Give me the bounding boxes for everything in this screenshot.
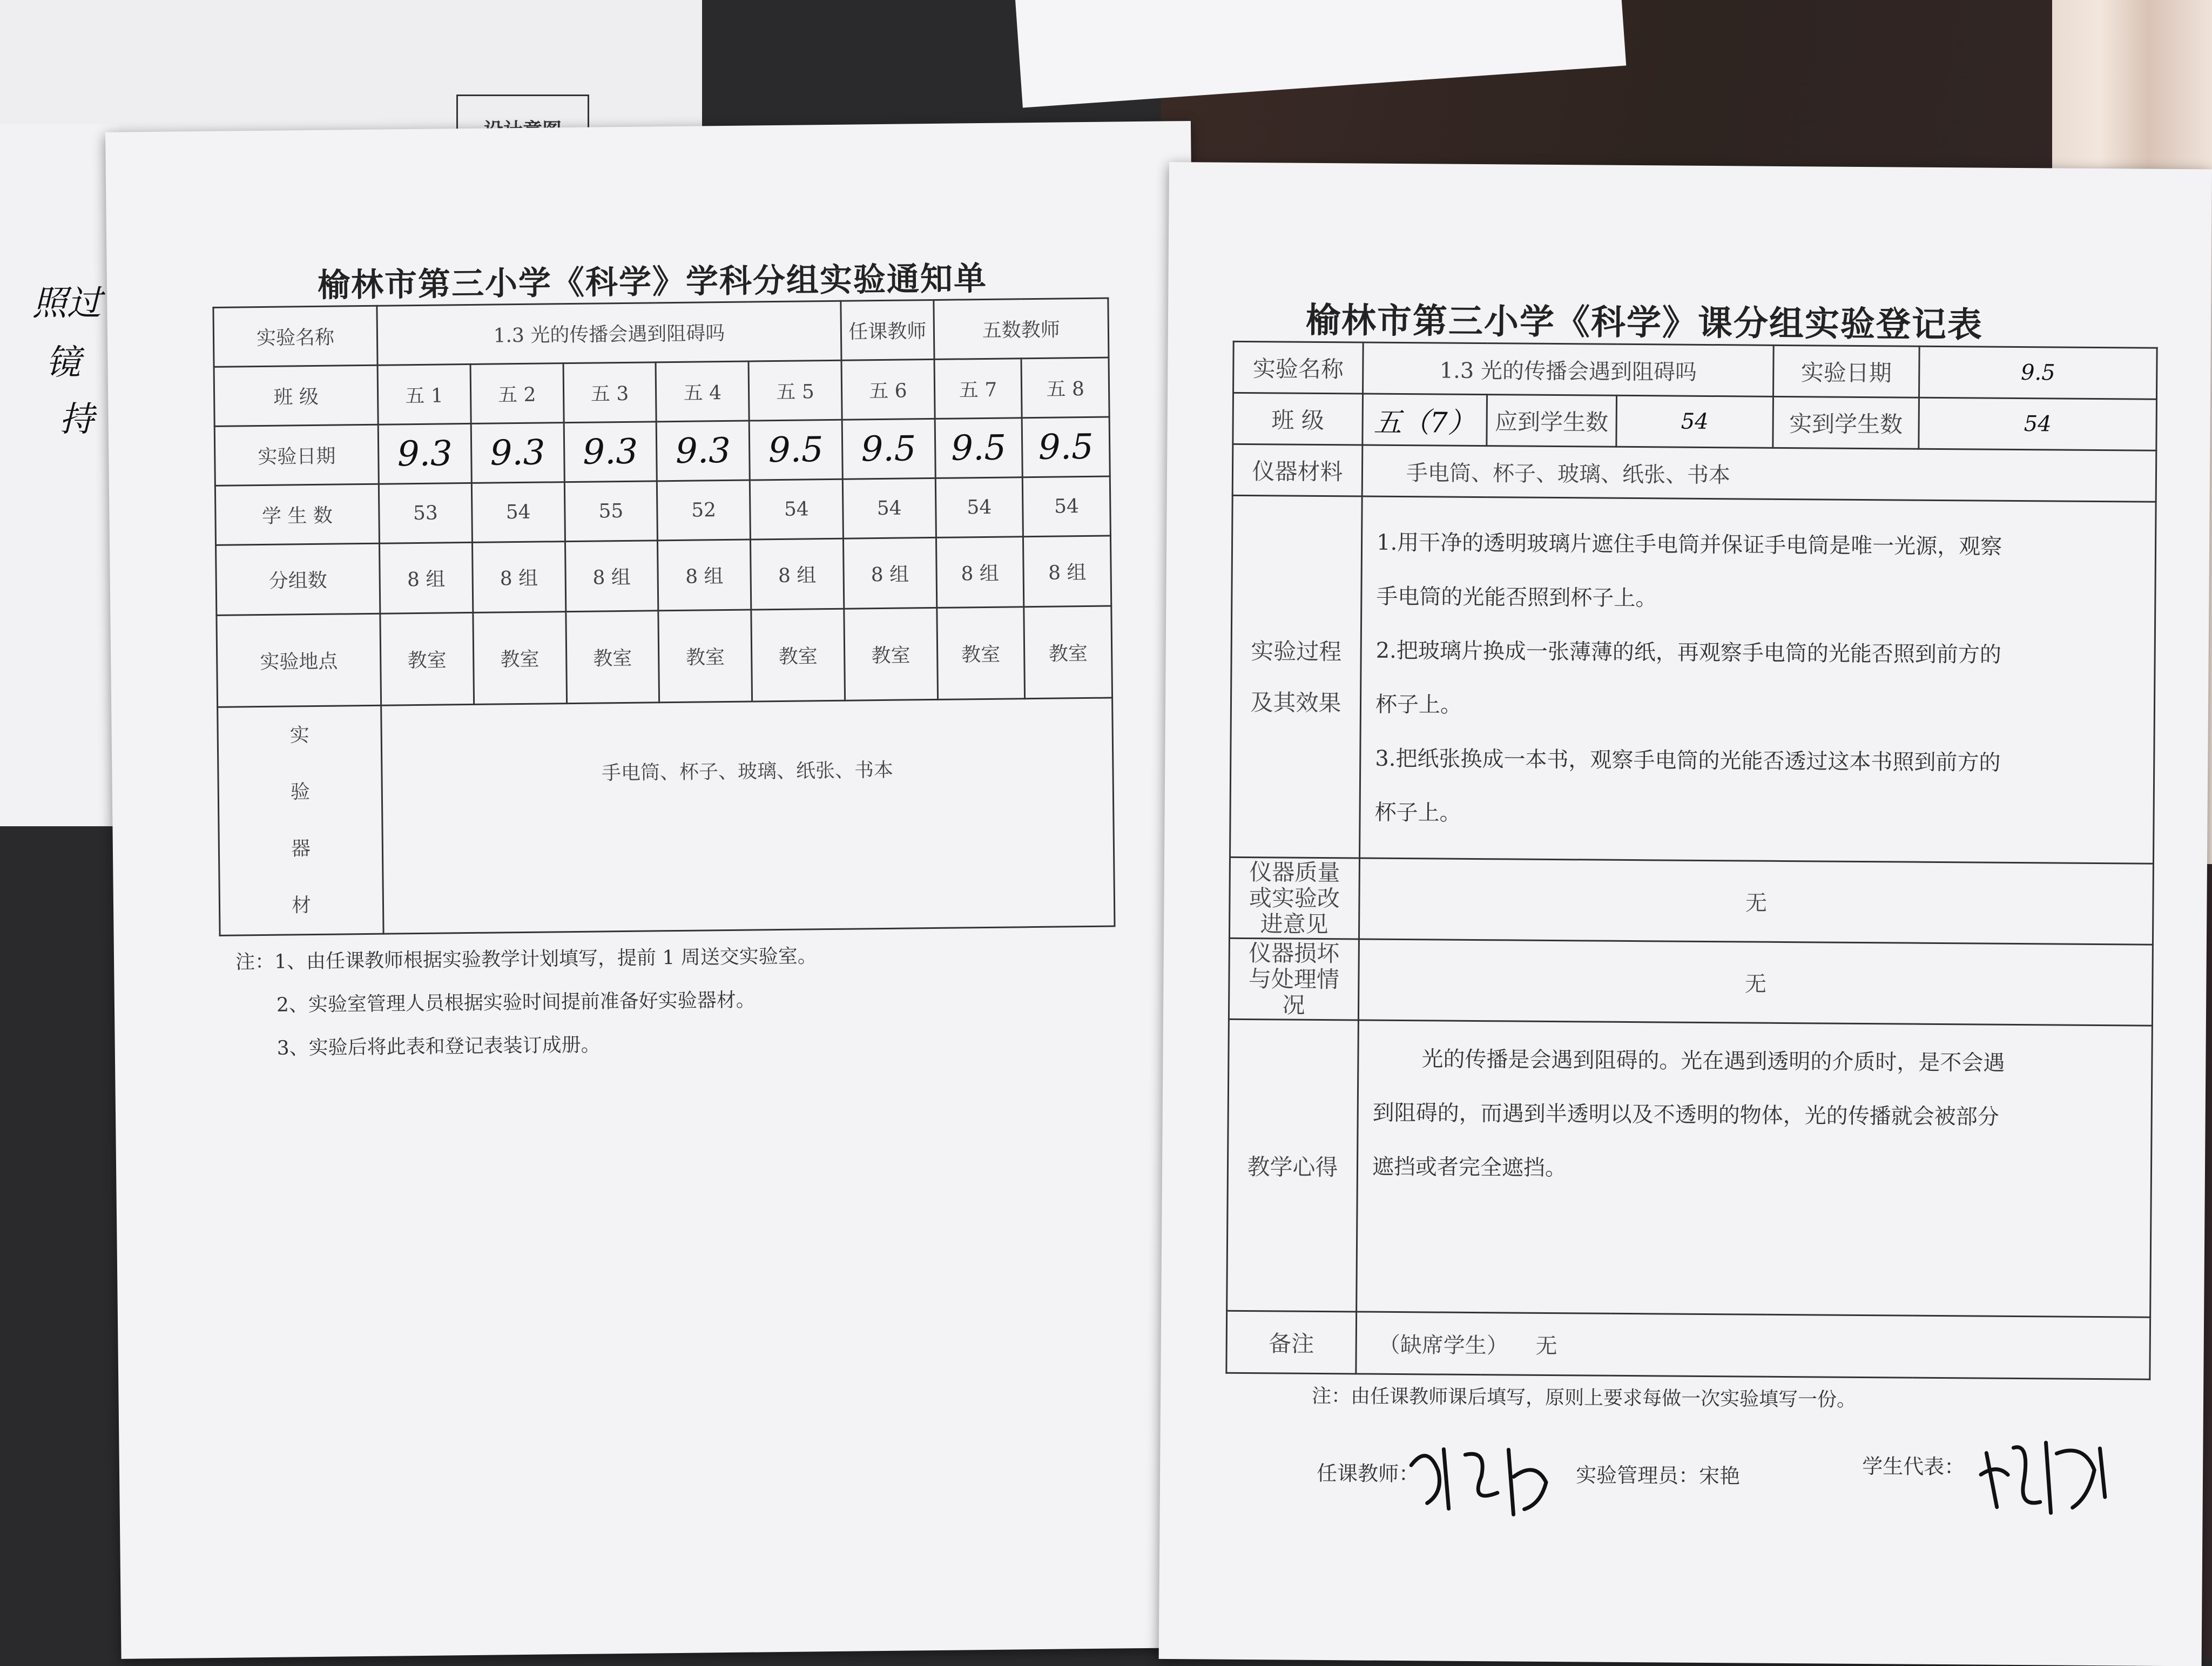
note-3: 3、实验后将此表和登记表装订成册。	[276, 1034, 601, 1060]
equipment-label-char: 材	[291, 894, 312, 917]
groups-cell: 8 组	[936, 537, 1024, 608]
students-cell: 54	[935, 477, 1023, 538]
handwriting-fragment-3: 持	[59, 400, 94, 440]
class-cell: 五 1	[377, 364, 471, 424]
teacher-value: 五数教师	[933, 298, 1108, 359]
expected-students-value: 54	[1616, 395, 1773, 448]
class-cell: 五 8	[1021, 358, 1109, 418]
quality-label-line: 仪器质量	[1249, 858, 1340, 886]
label-groups: 分组数	[216, 543, 380, 615]
process-line: 2.把玻璃片换成一张薄薄的纸，再观察手电筒的光能否照到前方的	[1375, 638, 2002, 667]
date-cell: 9.3	[657, 421, 750, 481]
label-class: 班 级	[1233, 393, 1363, 445]
register-title: 榆林市第三小学《科学》课分组实验登记表	[1305, 300, 1984, 346]
background-sheet-left	[0, 124, 119, 826]
table-row	[1229, 938, 2153, 1026]
notice-sheet	[105, 121, 1206, 1659]
date-cell: 9.3	[564, 422, 657, 482]
process-value	[1360, 496, 2156, 864]
groups-cell: 8 组	[1023, 536, 1111, 607]
students-cell: 55	[564, 481, 658, 542]
date-cell: 9.3	[378, 423, 471, 484]
table-row	[214, 358, 1109, 426]
damage-value: 无	[1358, 939, 2153, 1026]
teacher-signature	[1405, 1427, 1557, 1532]
lab-manager-label: 实验管理员：宋艳	[1575, 1463, 1741, 1488]
class-value: 五（7）	[1363, 394, 1487, 446]
table-row	[1233, 341, 2157, 399]
footer-note: 注：由任课教师课后填写，原则上要求每做一次实验填写一份。	[1311, 1385, 1857, 1411]
quality-label-line: 进意见	[1260, 910, 1328, 937]
groups-cell: 8 组	[472, 542, 565, 613]
groups-cell: 8 组	[658, 539, 751, 611]
groups-cell: 8 组	[380, 542, 473, 613]
location-cell: 教室	[936, 607, 1024, 700]
process-label-line: 实验过程	[1250, 637, 1342, 665]
date-cell: 9.5	[842, 419, 935, 479]
process-line: 杯子上。	[1375, 692, 1462, 718]
background-sheet-top	[0, 0, 702, 140]
date-cell: 9.5	[749, 420, 842, 480]
label-damage	[1229, 938, 1359, 1020]
table-row	[1232, 444, 2156, 502]
experiment-name: 1.3 光的传播会遇到阻碍吗	[1363, 342, 1774, 396]
class-cell: 五 4	[656, 361, 749, 422]
location-cell: 教室	[565, 611, 659, 704]
handwriting-fragment-1: 照过	[32, 284, 102, 323]
date-value: 9.5	[1919, 346, 2157, 399]
process-label-line: 及其效果	[1250, 689, 1341, 716]
label-experiment-name: 实验名称	[1233, 341, 1364, 394]
class-cell: 五 7	[934, 359, 1022, 419]
process-line: 1.用干净的透明玻璃片遮住手电筒并保证手电筒是唯一光源，观察	[1376, 530, 2002, 559]
process-line: 3.把纸张换成一本书，观察手电筒的光能否透过这本书照到前方的	[1375, 746, 2001, 775]
table-row	[216, 536, 1111, 615]
class-cell: 五 6	[841, 359, 935, 420]
students-cell: 54	[750, 479, 843, 539]
table-row	[1227, 1019, 2153, 1317]
groups-cell: 8 组	[565, 541, 658, 612]
remarks-value: （缺席学生） 无	[1356, 1312, 2150, 1379]
location-cell: 教室	[380, 612, 474, 705]
reflection-line: 光的传播是会遇到阻碍的。光在遇到透明的介质时，是不会遇	[1421, 1047, 2005, 1076]
students-cell: 54	[1023, 476, 1111, 537]
location-cell: 教室	[473, 612, 567, 705]
table-row	[1226, 1311, 2150, 1379]
label-reflection: 教学心得	[1227, 1019, 1359, 1312]
note-1: 注：1、由任课教师根据实验教学计划填写，提前 1 周送交实验室。	[235, 945, 817, 974]
location-cell: 教室	[844, 608, 938, 700]
students-cell: 54	[842, 478, 936, 538]
note-2: 2、实验室管理人员根据实验时间提前准备好实验器材。	[276, 989, 756, 1016]
students-cell: 52	[657, 480, 751, 541]
class-cell: 五 3	[563, 362, 657, 423]
location-cell: 教室	[751, 609, 845, 702]
process-line: 手电筒的光能否照到杯子上。	[1376, 584, 1657, 611]
class-cell: 五 2	[470, 363, 564, 424]
table-row	[1229, 857, 2153, 945]
reflection-line: 到阻碍的，而遇到半透明以及不透明的物体，光的传播就会被部分	[1372, 1100, 1999, 1130]
actual-students-value: 54	[1919, 397, 2157, 450]
label-expected-students: 应到学生数	[1487, 395, 1617, 447]
student-rep-signature	[1975, 1420, 2116, 1536]
student-rep-label: 学生代表：	[1862, 1454, 1965, 1479]
label-quality	[1229, 857, 1359, 939]
equipment-label-char: 实	[289, 724, 309, 747]
table-row	[218, 698, 1115, 935]
label-class: 班 级	[214, 365, 378, 426]
quality-value: 无	[1359, 858, 2153, 945]
label-date: 实验日期	[1773, 345, 1920, 397]
location-cell: 教室	[1024, 606, 1112, 699]
date-cell: 9.5	[935, 418, 1023, 478]
damage-label-line: 仪器损坏	[1249, 939, 1340, 967]
equipment-value: 手电筒、杯子、玻璃、纸张、书本	[381, 698, 1115, 934]
equipment-label-char: 器	[291, 838, 311, 860]
label-equipment	[218, 705, 384, 935]
label-actual-students: 实到学生数	[1773, 396, 1919, 449]
materials-value: 手电筒、杯子、玻璃、纸张、书本	[1362, 445, 2156, 502]
groups-cell: 8 组	[751, 538, 844, 610]
label-remarks: 备注	[1226, 1311, 1357, 1374]
label-experiment-name: 实验名称	[213, 306, 377, 367]
table-row	[217, 606, 1112, 707]
notice-table	[212, 298, 1115, 936]
table-row	[214, 417, 1110, 485]
handwriting-fragment-2: 镜	[46, 343, 80, 383]
students-cell: 53	[379, 483, 472, 543]
label-process	[1230, 495, 1363, 858]
teacher-signature-label: 任课教师：	[1316, 1461, 1420, 1486]
quality-label-line: 或实验改	[1249, 884, 1340, 912]
label-students: 学 生 数	[215, 484, 379, 545]
table-row	[1233, 393, 2157, 450]
table-row	[213, 298, 1109, 367]
notice-title: 榆林市第三小学《科学》学科分组实验通知单	[317, 259, 988, 305]
label-teacher: 任课教师	[841, 300, 934, 360]
reflection-value	[1357, 1020, 2153, 1317]
register-sheet	[1159, 162, 2212, 1666]
damage-label-line: 况	[1282, 991, 1305, 1019]
process-line: 杯子上。	[1374, 800, 1461, 826]
groups-cell: 8 组	[843, 537, 936, 609]
students-cell: 54	[471, 482, 565, 543]
class-cell: 五 5	[748, 360, 842, 421]
equipment-label-char: 验	[290, 781, 311, 804]
damage-label-line: 与处理情	[1248, 965, 1340, 993]
reflection-line: 遮挡或者完全遮挡。	[1372, 1154, 1567, 1181]
label-location: 实验地点	[217, 613, 381, 707]
location-cell: 教室	[658, 610, 752, 703]
table-row	[1230, 495, 2156, 864]
date-cell: 9.3	[471, 423, 564, 483]
label-date: 实验日期	[214, 424, 379, 485]
register-table	[1225, 341, 2157, 1380]
label-materials: 仪器材料	[1232, 444, 1363, 496]
experiment-name: 1.3 光的传播会遇到阻碍吗	[377, 301, 841, 365]
date-cell: 9.5	[1022, 417, 1110, 477]
table-row	[215, 476, 1110, 545]
